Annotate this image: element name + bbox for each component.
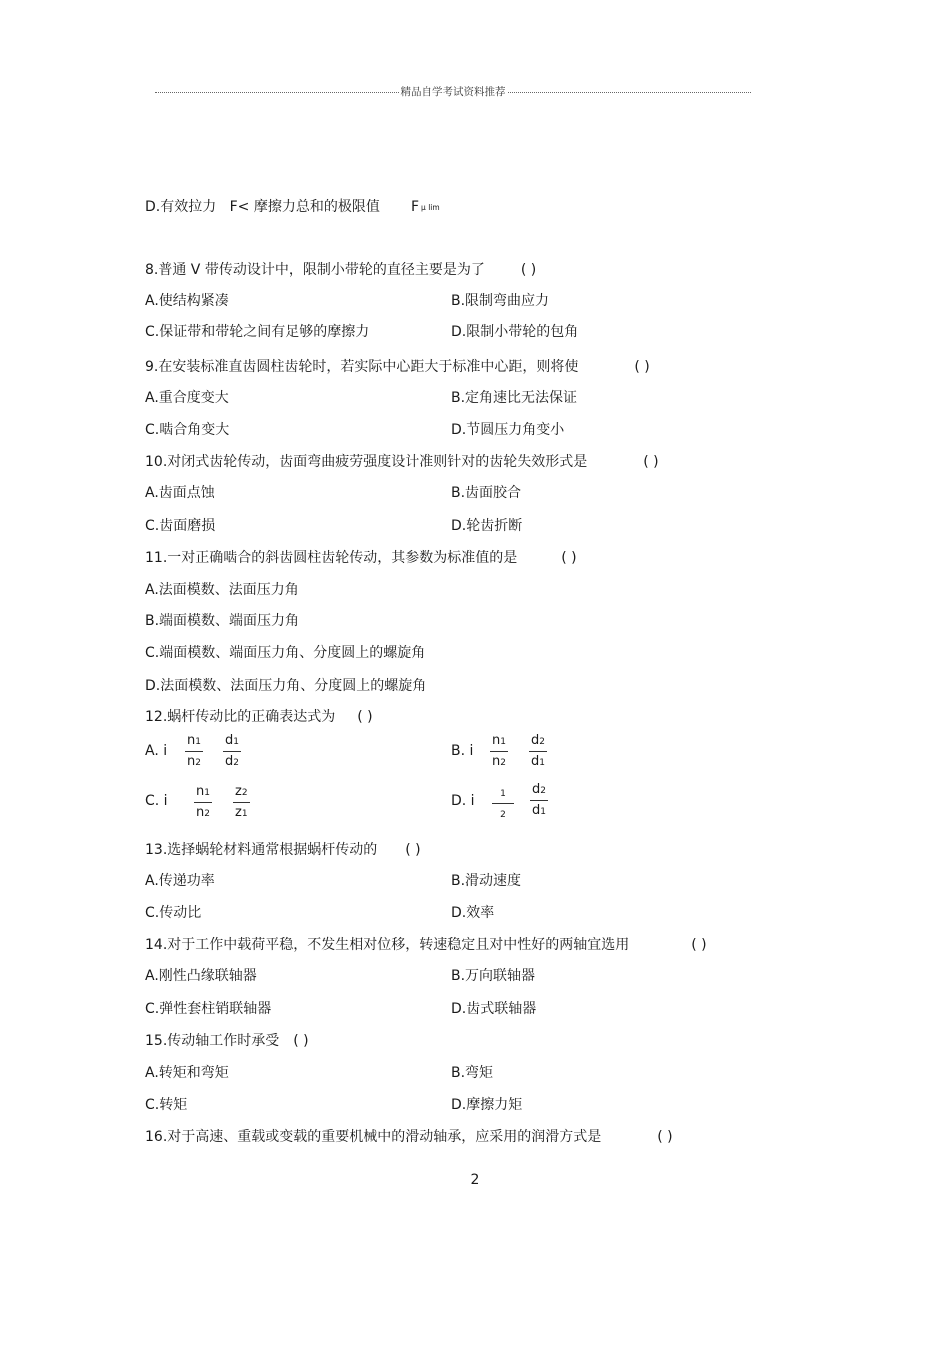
header-title: 精品自学考试资料推荐	[400, 85, 506, 98]
q14-option-d: D.齿式联轴器	[451, 1001, 537, 1017]
q16-stem	[145, 1127, 673, 1147]
q12-b-frac-1: $\frac{n1}{n2}$	[492, 733, 506, 769]
q13-option-a: A.传递功率	[145, 873, 215, 889]
q10-paren: ( )	[643, 454, 659, 470]
q8-option-b: B.限制弯曲应力	[451, 293, 550, 309]
q9-stem-text: 9.在安装标准直齿圆柱齿轮时，若实际中心距大于标准中心距，则将使	[145, 359, 579, 375]
q12-stem-text: 12.蜗杆传动比的正确表达式为	[145, 709, 336, 725]
q12-option-c-label: C. i	[145, 793, 168, 809]
q10-option-c: C.齿面磨损	[145, 518, 216, 534]
q8-option-a: A.使结构紧凑	[145, 293, 229, 309]
q12-d-frac-2: $\frac{d2}{d1}$	[532, 782, 546, 818]
q13-option-c: C.传动比	[145, 905, 202, 921]
q10-option-b: B.齿面胶合	[451, 485, 522, 501]
q13-stem	[145, 840, 421, 860]
q14-option-c: C.弹性套柱销联轴器	[145, 1001, 272, 1017]
q15-option-d: D.摩擦力矩	[451, 1097, 523, 1113]
q14-stem	[145, 935, 707, 955]
q14-option-a: A.刚性凸缘联轴器	[145, 968, 257, 984]
q11-stem-text: 11.一对正确啮合的斜齿圆柱齿轮传动，其参数为标准值的是	[145, 550, 518, 566]
q11-stem	[145, 548, 577, 568]
q11-option-d: D.法面模数、法面压力角、分度圆上的螺旋角	[145, 678, 427, 694]
page-header	[155, 83, 751, 99]
header-dots-left	[155, 92, 399, 93]
q12-a-frac-1: $\frac{n1}{n2}$	[187, 733, 201, 769]
q15-option-b: B.弯矩	[451, 1065, 494, 1081]
q12-option-b-label: B. i	[451, 743, 474, 759]
q14-stem-text: 14.对于工作中载荷平稳，不发生相对位移，转速稳定且对中性好的两轴宜选用	[145, 937, 630, 953]
q9-paren: ( )	[634, 359, 650, 375]
q15-paren: ( )	[293, 1033, 309, 1049]
q7-d-f: F	[410, 199, 420, 215]
q13-option-d: D.效率	[451, 905, 495, 921]
q13-paren: ( )	[405, 842, 421, 858]
q11-option-b: B.端面模数、端面压力角	[145, 613, 300, 629]
q10-stem	[145, 452, 659, 472]
q9-option-c: C.啮合角变大	[145, 422, 230, 438]
q9-option-d: D.节圆压力角变小	[451, 422, 565, 438]
q12-d-frac-1: $\frac{1}{2}$	[492, 785, 514, 823]
page-number: 2	[470, 1172, 480, 1188]
q12-c-frac-1: $\frac{n1}{n2}$	[196, 784, 210, 820]
q14-paren: ( )	[691, 937, 707, 953]
q16-stem-text: 16.对于高速、重载或变载的重要机械中的滑动轴承，应采用的润滑方式是	[145, 1129, 602, 1145]
q12-option-d-label: D. i	[451, 793, 475, 809]
q12-paren: ( )	[357, 709, 373, 725]
q12-c-frac-2: $\frac{z2}{z1}$	[235, 784, 248, 820]
q9-stem	[145, 357, 650, 377]
q12-stem	[145, 707, 373, 727]
q8-stem	[145, 260, 536, 280]
q10-option-d: D.轮齿折断	[451, 518, 523, 534]
q12-b-frac-2: $\frac{d2}{d1}$	[531, 733, 545, 769]
q11-option-c: C.端面模数、端面压力角、分度圆上的螺旋角	[145, 645, 426, 661]
q15-option-c: C.转矩	[145, 1097, 188, 1113]
q13-option-b: B.滑动速度	[451, 873, 522, 889]
q8-stem-text: 8.普通 V 带传动设计中，限制小带轮的直径主要是为了	[145, 262, 485, 278]
q12-option-a-label: A. i	[145, 743, 168, 759]
q12-a-frac-2: $\frac{d1}{d2}$	[225, 733, 239, 769]
q10-option-a: A.齿面点蚀	[145, 485, 215, 501]
q14-option-b: B.万向联轴器	[451, 968, 536, 984]
q7-d-sub: μ lim	[421, 203, 440, 212]
q7-d-mid: F< 摩擦力总和的极限值	[229, 199, 380, 215]
q8-option-c: C.保证带和带轮之间有足够的摩擦力	[145, 324, 370, 340]
q11-option-a: A.法面模数、法面压力角	[145, 582, 299, 598]
header-dots-right	[508, 92, 752, 93]
q7-d-prefix: D.有效拉力	[145, 199, 217, 215]
q8-paren: ( )	[520, 262, 537, 278]
q15-stem	[145, 1031, 309, 1051]
q9-option-b: B.定角速比无法保证	[451, 390, 578, 406]
q13-stem-text: 13.选择蜗轮材料通常根据蜗杆传动的	[145, 842, 378, 858]
q7-option-d	[145, 197, 440, 219]
q10-stem-text: 10.对闭式齿轮传动，齿面弯曲疲劳强度设计准则针对的齿轮失效形式是	[145, 454, 588, 470]
q9-option-a: A.重合度变大	[145, 390, 229, 406]
q15-stem-text: 15.传动轴工作时承受	[145, 1033, 280, 1049]
q8-option-d: D.限制小带轮的包角	[451, 324, 579, 340]
q15-option-a: A.转矩和弯矩	[145, 1065, 229, 1081]
q16-paren: ( )	[657, 1129, 673, 1145]
q11-paren: ( )	[561, 550, 577, 566]
